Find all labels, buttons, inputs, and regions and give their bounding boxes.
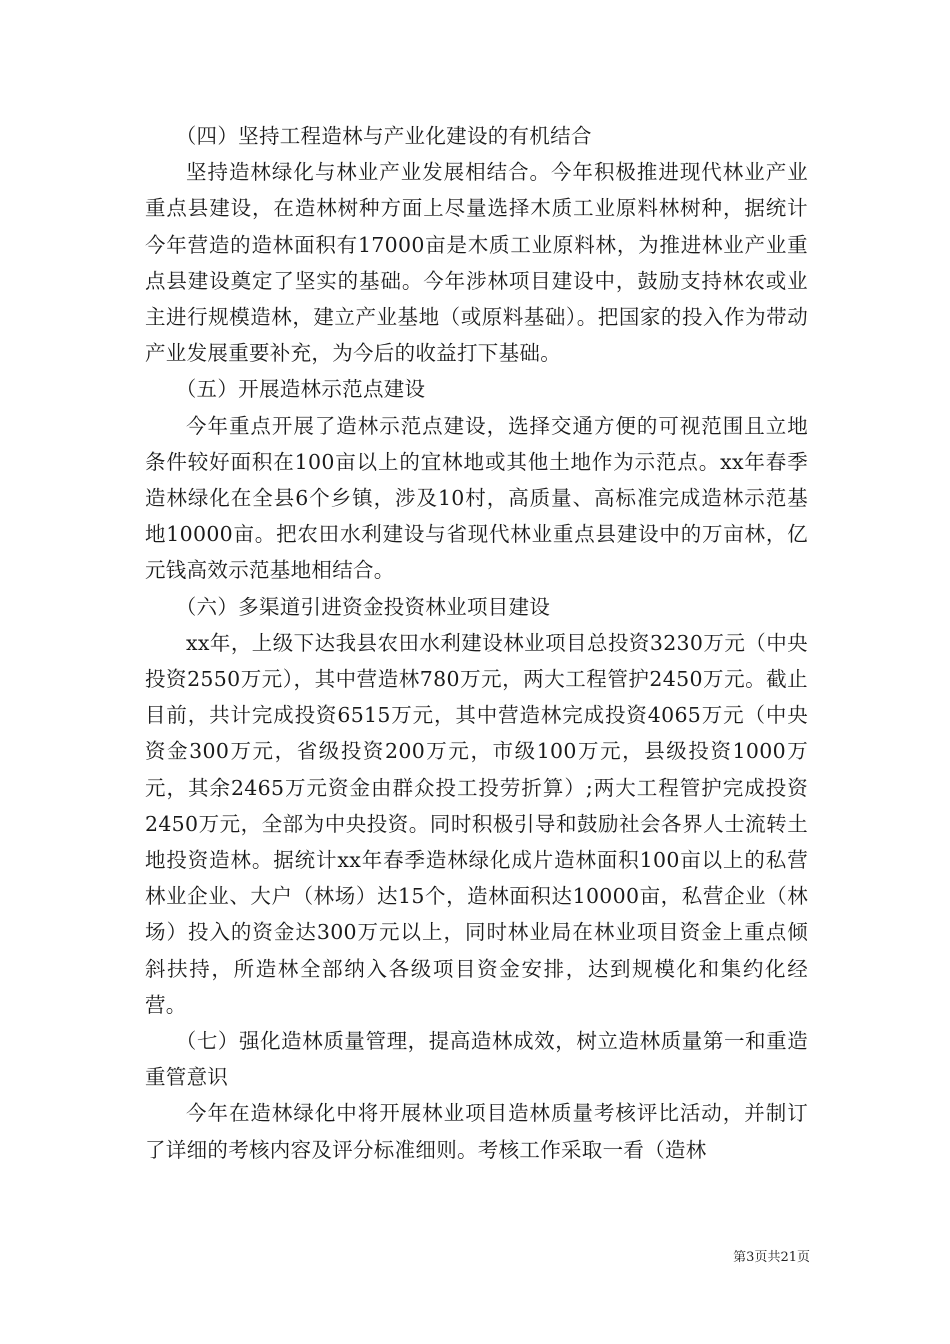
section-heading-7: （七）强化造林质量管理，提高造林成效，树立造林质量第一和重造重管意识 <box>145 1029 808 1090</box>
page-number-footer: 第3页共21页 <box>733 1250 810 1265</box>
paragraph-industry-integration: 坚持造林绿化与林业产业发展相结合。今年积极推进现代林业产业重点县建设，在造林树种方面上尽量选择木质工业原料林树种，据统计今年营造的造林面积有17000亩是木质工业原料林，为推进林业产业重点县建设奠定了坚实的基础。今年涉林项目建设中，鼓励支持林农或业主进行规模造林，建立产业基地（或原料基础）。把国家的投入作为带动产业发展重要补充，为今后的收益打下基础。 <box>145 160 808 366</box>
paragraph-investment: xx年，上级下达我县农田水利建设林业项目总投资3230万元（中央投资2550万元），其中营造林780万元，两大工程管护2450万元。截止目前，共计完成投资6515万元，其中营造林完成投资4065万元（中央资金300万元，省级投资200万元，市级100万元，县级投资1000万元，其余2465万元资金由群众投工投劳折算）;两大工程管护完成投资2450万元，全部为中央投资。同时积极引导和鼓励社会各界人士流转土地投资造林。据统计xx年春季造林绿化成片造林面积100亩以上的私营林业企业、大户（林场）达15个，造林面积达10000亩，私营企业（林场）投入的资金达300万元以上，同时林业局在林业项目资金上重点倾斜扶持，所造林全部纳入各级项目资金安排，达到规模化和集约化经营。 <box>145 630 808 1017</box>
paragraph-quality-assessment: 今年在造林绿化中将开展林业项目造林质量考核评比活动，并制订了详细的考核内容及评分标准细则。考核工作采取一看（造林 <box>145 1101 808 1162</box>
section-heading-5: （五）开展造林示范点建设 <box>175 377 426 402</box>
section-heading-4: （四）坚持工程造林与产业化建设的有机结合 <box>175 124 592 148</box>
section-heading-6: （六）多渠道引进资金投资林业项目建设 <box>175 594 551 619</box>
document-body <box>145 118 808 1168</box>
paragraph-demo-sites: 今年重点开展了造林示范点建设，选择交通方便的可视范围且立地条件较好面积在100亩以上的宜林地或其他土地作为示范点。xx年春季造林绿化在全县6个乡镇，涉及10村，高质量、高标准完成造林示范基地10000亩。把农田水利建设与省现代林业重点县建设中的万亩林，亿元钱高效示范基地相结合。 <box>145 413 808 583</box>
